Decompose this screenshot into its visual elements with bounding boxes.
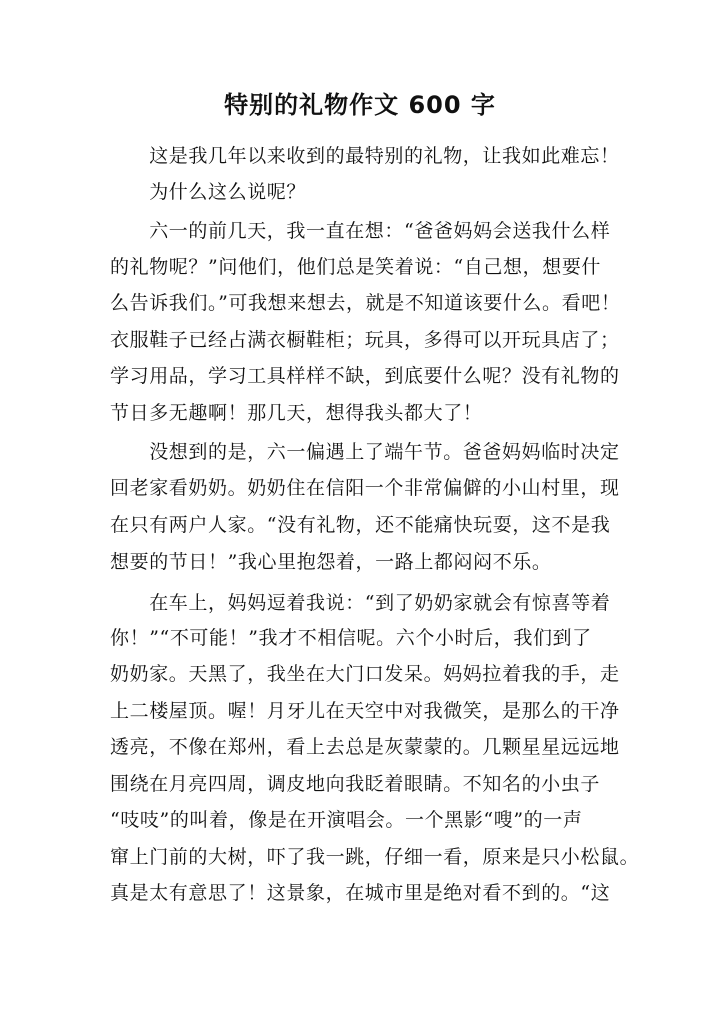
text-line: 学习用品，学习工具样样不缺，到底要什么呢？没有礼物的 [110, 365, 620, 387]
text-line: 六一的前几天，我一直在想：“爸爸妈妈会送我什么样 [110, 220, 611, 242]
text-line: 窜上门前的大树，吓了我一跳，仔细一看，原来是只小松鼠。 [110, 846, 640, 868]
text-line: “吱吱”的叫着，像是在开演唱会。一个黑影“嗖”的一声 [110, 809, 583, 831]
text-line: 的礼物呢？”问他们，他们总是笑着说：“自己想，想要什 [110, 256, 602, 278]
document-title: 特别的礼物作文 600 字 [224, 91, 496, 119]
text-line: 想要的节日！”我心里抱怨着，一路上都闷闷不乐。 [110, 551, 552, 573]
text-line: 没想到的是，六一偏遇上了端午节。爸爸妈妈临时决定 [110, 441, 620, 463]
text-line: 这是我几年以来收到的最特别的礼物，让我如此难忘！ [110, 145, 620, 167]
text-line: 节日多无趣啊！那几天，想得我头都大了！ [110, 402, 483, 424]
text-line: 在车上，妈妈逗着我说：“到了奶奶家就会有惊喜等着 [110, 592, 611, 614]
text-line: 么告诉我们。”可我想来想去，就是不知道该要什么。看吧！ [110, 292, 621, 314]
text-line: 上二楼屋顶。喔！月牙儿在天空中对我微笑，是那么的干净 [110, 700, 620, 722]
text-line: 真是太有意思了！这景象，在城市里是绝对看不到的。“这 [110, 882, 611, 904]
text-line: 奶奶家。天黑了，我坐在大门口发呆。妈妈拉着我的手，走 [110, 663, 620, 685]
text-line: 回老家看奶奶。奶奶住在信阳一个非常偏僻的小山村里，现 [110, 477, 620, 499]
text-line: 围绕在月亮四周，调皮地向我眨着眼睛。不知名的小虫子 [110, 773, 601, 795]
text-line: 为什么这么说呢？ [110, 181, 307, 203]
text-line: 在只有两户人家。“没有礼物，还不能痛快玩耍，这不是我 [110, 514, 611, 536]
text-line: 透亮，不像在郑州，看上去总是灰蒙蒙的。几颗星星远远地 [110, 736, 620, 758]
text-line: 你！”“不可能！”我才不相信呢。六个小时后，我们到了 [110, 627, 592, 649]
text-line: 衣服鞋子已经占满衣橱鞋柜；玩具，多得可以开玩具店了； [110, 329, 620, 351]
